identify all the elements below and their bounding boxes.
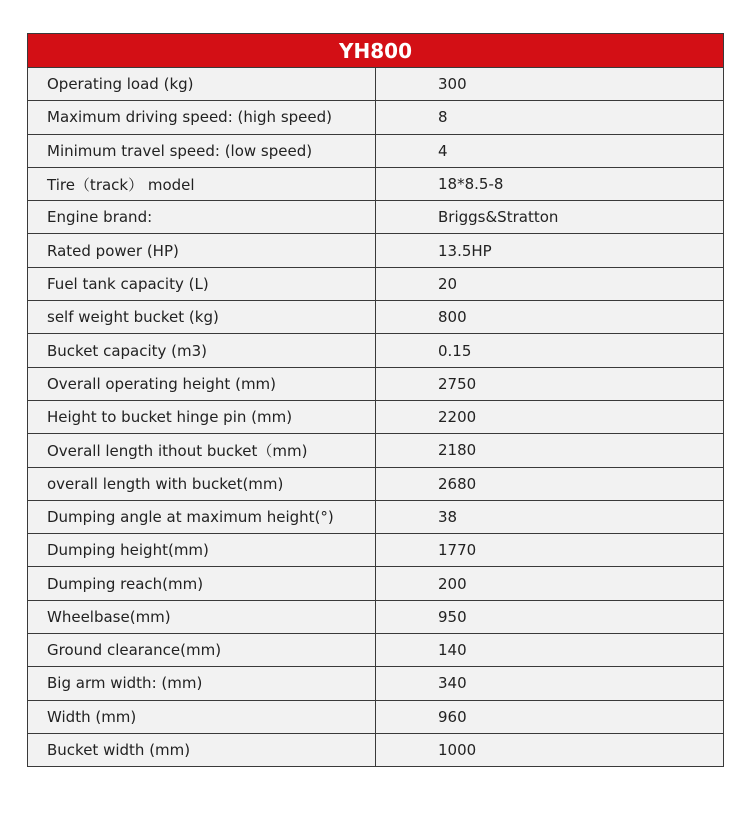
spec-label: Ground clearance(mm) (28, 634, 376, 667)
table-row (28, 101, 724, 134)
table-row (28, 634, 724, 667)
spec-table (27, 33, 724, 767)
spec-value: 1000 (376, 733, 724, 766)
table-row (28, 400, 724, 433)
spec-value: 18*8.5-8 (376, 167, 724, 200)
spec-value: 2180 (376, 434, 724, 467)
table-row (28, 68, 724, 101)
spec-value: 200 (376, 567, 724, 600)
table-row (28, 700, 724, 733)
table-row (28, 534, 724, 567)
spec-label: Tire（track） model (28, 167, 376, 200)
spec-label: Minimum travel speed: (low speed) (28, 134, 376, 167)
spec-label: Wheelbase(mm) (28, 600, 376, 633)
spec-label: overall length with bucket(mm) (28, 467, 376, 500)
table-row (28, 234, 724, 267)
spec-value: 2200 (376, 400, 724, 433)
spec-label: Bucket capacity (m3) (28, 334, 376, 367)
spec-value: 1770 (376, 534, 724, 567)
table-row (28, 567, 724, 600)
spec-value: 13.5HP (376, 234, 724, 267)
table-row (28, 434, 724, 467)
spec-value: 38 (376, 500, 724, 533)
spec-value: 2750 (376, 367, 724, 400)
spec-value: 0.15 (376, 334, 724, 367)
spec-label: Bucket width (mm) (28, 733, 376, 766)
spec-value: 2680 (376, 467, 724, 500)
spec-value: 300 (376, 68, 724, 101)
table-row (28, 134, 724, 167)
table-row (28, 267, 724, 300)
spec-label: Height to bucket hinge pin (mm) (28, 400, 376, 433)
spec-value: 4 (376, 134, 724, 167)
table-row (28, 201, 724, 234)
spec-value: Briggs&Stratton (376, 201, 724, 234)
table-row (28, 334, 724, 367)
spec-value: 950 (376, 600, 724, 633)
spec-label: Width (mm) (28, 700, 376, 733)
spec-label: Dumping angle at maximum height(°) (28, 500, 376, 533)
spec-label: Fuel tank capacity (L) (28, 267, 376, 300)
table-header-row (28, 34, 724, 68)
spec-value: 800 (376, 301, 724, 334)
spec-label: Operating load (kg) (28, 68, 376, 101)
table-row (28, 301, 724, 334)
spec-label: Dumping height(mm) (28, 534, 376, 567)
table-row (28, 733, 724, 766)
table-row (28, 467, 724, 500)
spec-value: 340 (376, 667, 724, 700)
spec-value: 20 (376, 267, 724, 300)
spec-label: Rated power (HP) (28, 234, 376, 267)
model-title: YH800 (28, 34, 724, 68)
spec-label: self weight bucket (kg) (28, 301, 376, 334)
spec-label: Big arm width: (mm) (28, 667, 376, 700)
table-row (28, 367, 724, 400)
spec-body (28, 68, 724, 767)
spec-value: 960 (376, 700, 724, 733)
table-row (28, 167, 724, 200)
spec-label: Engine brand: (28, 201, 376, 234)
spec-label: Overall length ithout bucket（mm) (28, 434, 376, 467)
table-row (28, 600, 724, 633)
spec-value: 8 (376, 101, 724, 134)
spec-label: Dumping reach(mm) (28, 567, 376, 600)
table-row (28, 667, 724, 700)
spec-value: 140 (376, 634, 724, 667)
spec-label: Maximum driving speed: (high speed) (28, 101, 376, 134)
table-row (28, 500, 724, 533)
spec-label: Overall operating height (mm) (28, 367, 376, 400)
